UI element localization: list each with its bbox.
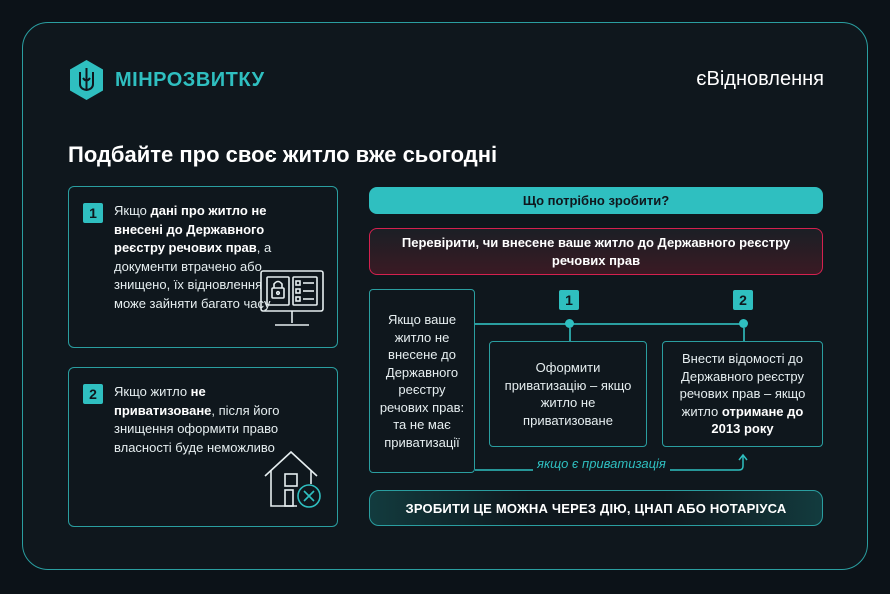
connector-2 [743, 328, 745, 341]
step2-text-bold: отримане до 2013 року [711, 403, 804, 437]
step-1-badge: 1 [559, 290, 579, 310]
trident-shield-icon [68, 59, 105, 101]
card-text-post: , а документи втрачено або знищено, їх відновлення може зайняти багато часу [114, 240, 272, 311]
timeline-line [475, 323, 743, 325]
registry-step-box [662, 341, 823, 447]
evidnovlennia-brand: єВідновлення [696, 68, 824, 90]
card-text-bold: дані про житло не внесені до Державного реєстру речових прав [114, 203, 267, 255]
step2-text-pre: Внести відомості до Державного реєстру речових прав – якщо житло [679, 351, 806, 419]
card-text-post: , після його знищення оформити право власності буде неможливо [114, 402, 280, 455]
privatization-step-box: Оформити приватизацію – якщо житло не приватизоване [489, 341, 647, 447]
info-card-2 [68, 367, 338, 527]
card-number-badge: 2 [83, 384, 103, 404]
card-text-bold: не приватизоване [114, 384, 212, 418]
timeline-dot-1 [565, 319, 574, 328]
where-to-apply-pill: ЗРОБИТИ ЦЕ МОЖНА ЧЕРЕЗ ДІЮ, ЦНАП АБО НОТАРІУСА [369, 490, 823, 526]
condition-box: Якщо ваше житло не внесене до Державного реєстру речових прав: та не має приватизації [369, 289, 475, 473]
card-text [114, 383, 304, 457]
privatization-label: якщо є приватизація [533, 456, 670, 471]
card-number-badge: 1 [83, 203, 103, 223]
house-cross-icon [261, 448, 327, 510]
card-text-pre: Якщо [114, 203, 151, 218]
info-card-1 [68, 186, 338, 348]
registry-computer-icon [259, 269, 325, 331]
ministry-logo[interactable] [68, 59, 265, 101]
logo-text: МІНРОЗВИТКУ [115, 68, 265, 91]
question-pill: Що потрібно зробити? [369, 187, 823, 214]
step-2-badge: 2 [733, 290, 753, 310]
page-title: Подбайте про своє житло вже сьогодні [68, 142, 498, 167]
check-registry-pill: Перевірити, чи внесене ваше житло до Державного реєстру речових прав [369, 228, 823, 275]
card-text [114, 202, 279, 313]
timeline-dot-2 [739, 319, 748, 328]
card-text-pre: Якщо житло [114, 384, 191, 399]
connector-1 [569, 328, 571, 341]
